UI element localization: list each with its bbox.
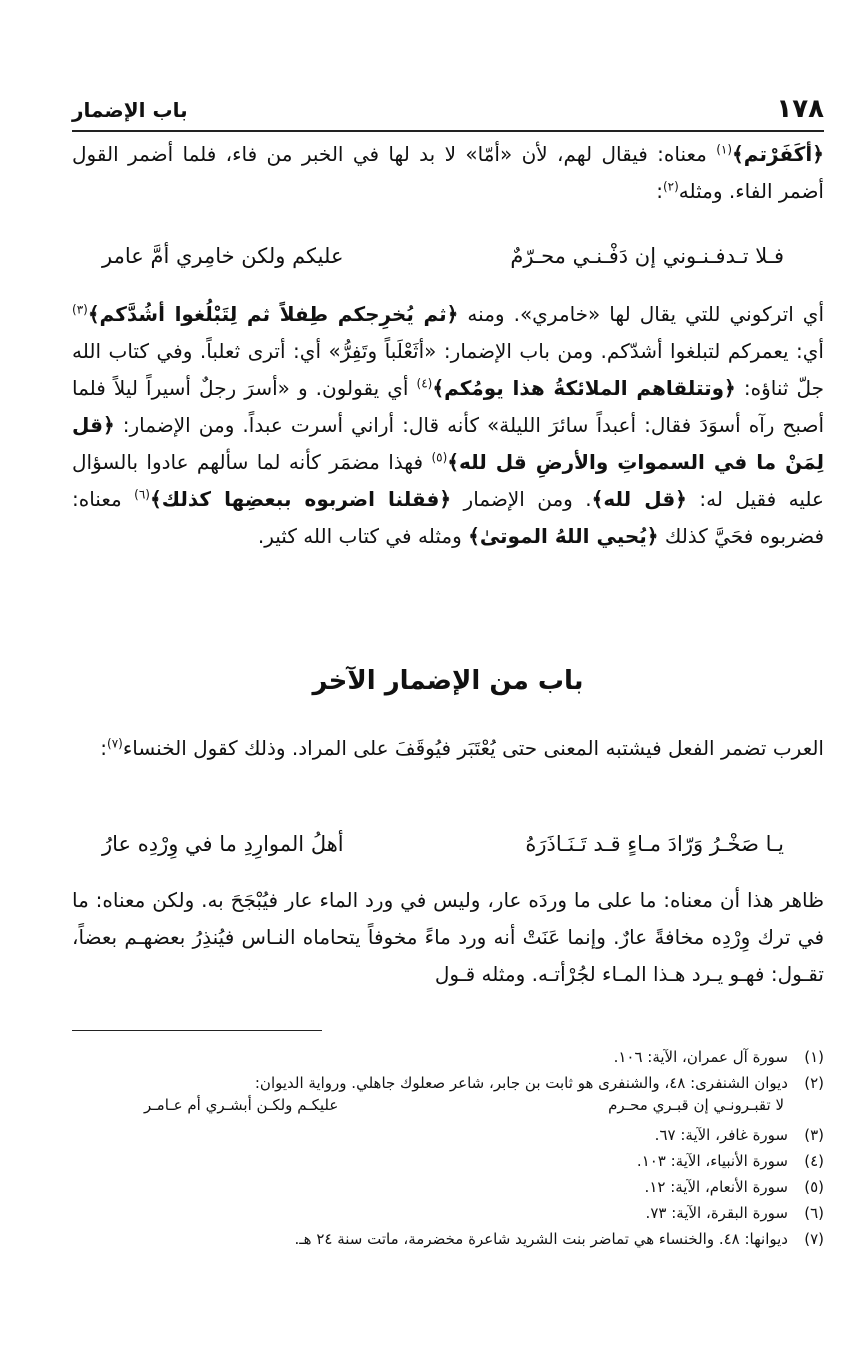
verse-hemistich-2: أهلُ الموارِدِ ما في وِرْدِه عارُ — [102, 832, 344, 856]
quran-quote: ﴿ثم يُخرِجكم طِفلاً ثم لِتَبْلُغوا أشُدَّكم﴾ — [87, 302, 459, 326]
verse-hemistich-2: عليكـم ولكـن أبشـري أم عـامـر — [144, 1096, 339, 1114]
paragraph-text: أي اتركوني للتي يقال لها «خامري». ومنه — [458, 302, 824, 326]
footnote-text: سورة الأنعام، الآية: ١٢. — [644, 1178, 788, 1196]
footnote-number: (٣) — [804, 1126, 824, 1144]
footnote-ref: (٧) — [107, 736, 123, 751]
page-header — [72, 94, 824, 128]
paragraph-text: العرب تضمر الفعل فيشتبه المعنى حتى يُعْتَبَر فيُوقَفَ على المراد. وذلك كقول الخنساء — [122, 736, 824, 760]
paragraph-1 — [72, 136, 824, 210]
verse-1 — [72, 244, 824, 276]
page-number: ١٧٨ — [776, 94, 824, 124]
paragraph-text: معناه: فيقال لهم، لأن «أمّا» لا بد لها في الخبر من فاء، فلما أضمر القول أضمر الفاء. ومثله — [72, 142, 824, 203]
footnote-number: (٧) — [804, 1230, 824, 1248]
footnote-text: سورة البقرة، الآية: ٧٣. — [645, 1204, 788, 1222]
footnote-verse — [72, 1096, 824, 1122]
footnote-ref: (٦) — [134, 487, 150, 502]
quran-quote: ﴿فقلنا اضربوه ببعضِها كذلك﴾ — [149, 487, 452, 511]
verse-hemistich-2: عليكم ولكن خامِري أمَّ عامر — [102, 244, 344, 268]
book-page — [72, 0, 824, 1358]
header-rule — [72, 130, 824, 132]
footnote-text: سورة غافر، الآية: ٦٧. — [654, 1126, 788, 1144]
footnote-rule — [72, 1030, 322, 1031]
paragraph-3 — [72, 730, 824, 767]
paragraph-4: ظاهر هذا أن معناه: ما على ما وردَه عار، وليس في ورد الماء عار فيُبْجَحَ به. ولكن معناه: ما في ترك وِرْدِه مخافةً عارٌ. وإنما عَنَتْ أنه ورد ماءً مخوفاً يتحاماه النـاس فيُنذِرُ بعضهـم بعضاً، تقـول: فهـو يـرد هـذا المـاء لجُرْأتـه. ومثله قـول — [72, 888, 824, 986]
paragraph-2 — [72, 296, 824, 555]
footnote-ref: (٣) — [72, 302, 88, 317]
footnote-ref: (٢) — [662, 179, 679, 194]
footnote-number: (٤) — [804, 1152, 824, 1170]
verse-hemistich-1: لا تقبـرونـي إن قبـري محـرم — [608, 1096, 784, 1114]
footnote-1 — [72, 1044, 824, 1070]
quran-quote: ﴿أكَفَرْتم﴾ — [732, 142, 824, 166]
footnote-3 — [72, 1122, 824, 1148]
footnote-ref: (١) — [716, 142, 733, 157]
footnote-ref: (٤) — [416, 376, 433, 391]
verse-2 — [72, 832, 824, 864]
quran-quote: ﴿قل لله﴾ — [591, 487, 687, 511]
paragraph-text: ومثله في كتاب الله كثير. — [257, 524, 469, 548]
paragraph-text: : — [100, 736, 108, 760]
footnote-text: ديوان الشنفرى: ٤٨، والشنفرى هو ثابت بن جابر، شاعر صعلوك جاهلي. ورواية الديوان: — [254, 1074, 788, 1092]
footnote-text: ديوانها: ٤٨. والخنساء هي تماضر بنت الشريد شاعرة مخضرمة، ماتت سنة ٢٤ هـ. — [294, 1230, 788, 1248]
footnote-4 — [72, 1148, 824, 1174]
quran-quote: ﴿يُحيي اللهُ الموتىٰ﴾ — [468, 524, 659, 548]
paragraph-text: : — [656, 179, 663, 203]
footnote-number: (٦) — [804, 1204, 824, 1222]
verse-hemistich-1: فـلا تـدفـنـوني إن دَفْـنـي محـرّمٌ — [510, 244, 784, 268]
running-title: باب الإضمار — [72, 98, 188, 122]
quran-quote: ﴿وتتلقاهم الملائكةُ هذا يومُكم﴾ — [432, 376, 736, 400]
footnote-6 — [72, 1200, 824, 1226]
footnote-ref: (٥) — [431, 450, 448, 465]
footnote-text: سورة آل عمران، الآية: ١٠٦. — [613, 1048, 788, 1066]
paragraph-text: معناه: فضربوه فحَيَّ كذلك — [72, 487, 824, 548]
footnote-number: (٢) — [804, 1074, 824, 1092]
footnote-2 — [72, 1070, 824, 1096]
verse-hemistich-1: يـا صَخْـرُ وَرّادَ مـاءٍ قـد تَـنَـاذَرَهُ — [525, 832, 784, 856]
footnote-7 — [72, 1226, 824, 1252]
paragraph-text: فهذا مضمَر كأنه لما سألهم عادوا بالسؤال عليه فقيل له: — [72, 450, 824, 511]
section-heading: باب من الإضمار الآخر — [312, 666, 584, 696]
footnote-number: (٥) — [804, 1178, 824, 1196]
quran-quote: ﴿قل لِمَنْ ما في السمواتِ والأرضِ قل لله﴾ — [72, 413, 824, 474]
paragraph-text: أي: يعمركم لتبلغوا أشدّكم. ومن باب الإضمار: «أثَعْلَباً وتَفِرُّ» أي: أترى ثعلباً. وفي كتاب الله جلّ ثناؤه: — [72, 339, 824, 400]
paragraph-text: أي يقولون. و «أسرَ رجلٌ أسيراً ليلاً فلما أصبح رآه أسوَدَ فقال: أعبداً سائرَ الليلة» كأنه قال: أراني أسرت عبداً. ومن الإضمار: — [72, 376, 824, 437]
paragraph-text: . ومن الإضمار — [451, 487, 592, 511]
footnotes — [72, 1044, 824, 1252]
footnote-text: سورة الأنبياء، الآية: ١٠٣. — [636, 1152, 788, 1170]
footnote-number: (١) — [804, 1048, 824, 1066]
footnote-5 — [72, 1174, 824, 1200]
